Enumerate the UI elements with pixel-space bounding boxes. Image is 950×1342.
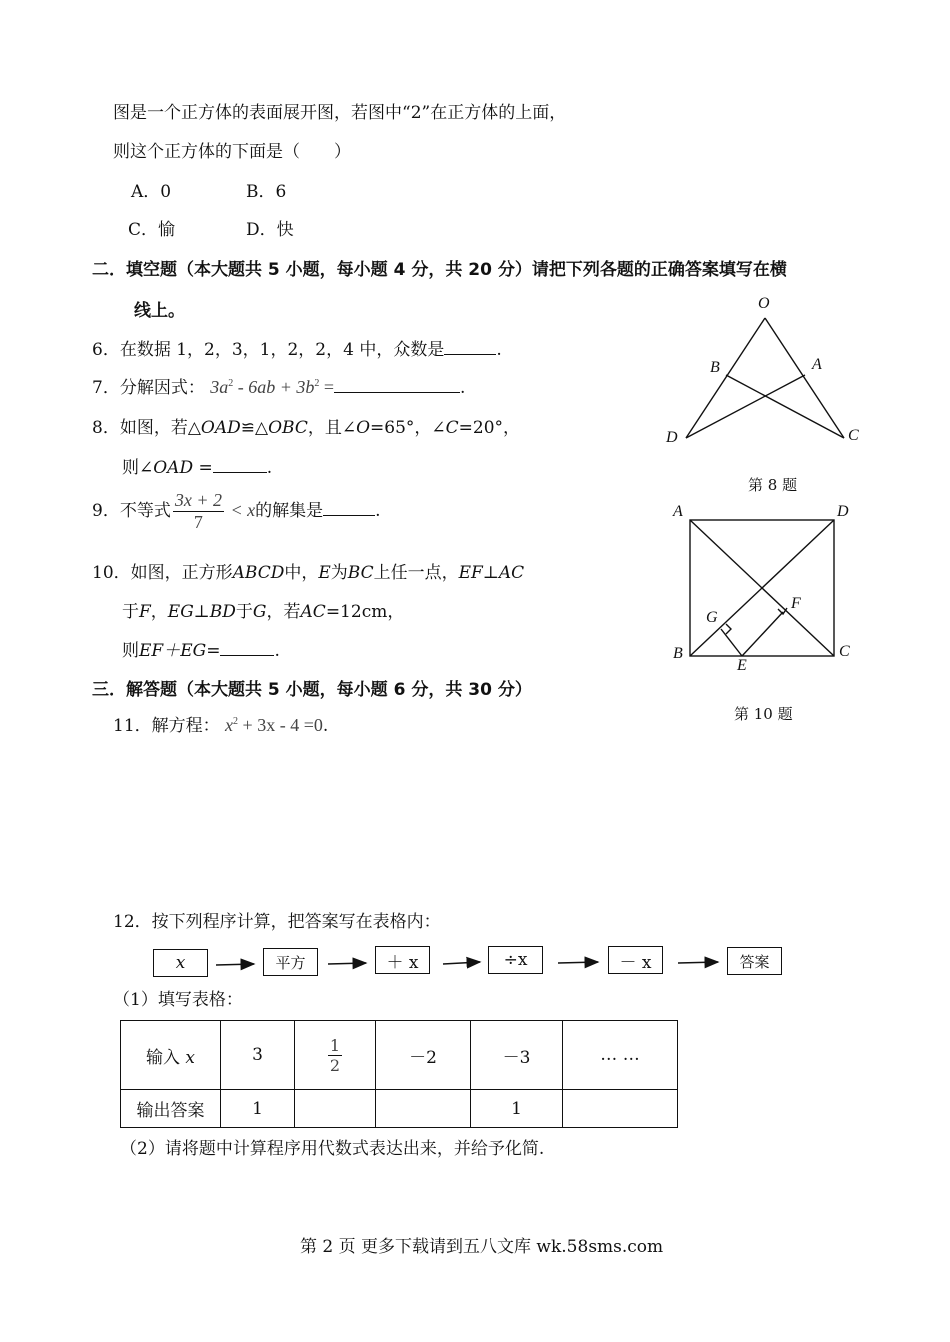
q12-part2: （2）请将题中计算程序用代数式表达出来，并给予化简. (120, 1139, 545, 1159)
table-cell: $\frac{1}{2}$ (295, 1021, 376, 1090)
question-8-line1: 8．如图，若△OAD≌△OBC，且∠O=65°，∠C=20°， (92, 418, 521, 438)
table-cell: 3 (221, 1021, 295, 1090)
answer-table (120, 1020, 678, 1128)
vertex-label: C (848, 427, 859, 444)
vertex-label: E (737, 657, 747, 674)
table-cell: －3 (471, 1021, 563, 1090)
q5-line1: 图是一个正方体的表面展开图，若图中“2”在正方体的上面， (113, 103, 567, 123)
figure-q8 (650, 288, 870, 458)
inequality-fraction: $\frac{3x + 2}{7}$ (174, 490, 222, 532)
arrow-icon (443, 962, 480, 964)
arrow-icon (678, 962, 718, 963)
table-row-label: 输入 x (121, 1021, 221, 1090)
question-10-line1: 10．如图，正方形ABCD中，E为BC上任一点，EF⊥AC (92, 563, 525, 583)
flow-box-divide-x: ÷x (488, 946, 543, 974)
question-10-line2: 于F，EG⊥BD于G，若AC=12cm， (122, 602, 405, 622)
vertex-label: B (673, 645, 683, 662)
vertex-label: A (812, 356, 822, 373)
question-7: 7．分解因式： $3a^2 - 6ab + 3b^2$ = . (92, 377, 466, 398)
question-11: 11．解方程： $x^2 + 3x - 4 =0$. (113, 715, 329, 736)
flow-box-subtract-x: － x (608, 946, 663, 974)
figure-q8-caption: 第 8 题 (748, 476, 798, 494)
flow-box-input: x (153, 949, 208, 977)
vertex-label: D (837, 503, 849, 520)
question-10-line3: 则EF＋EG= . (122, 641, 280, 661)
table-cell[interactable] (376, 1090, 471, 1128)
table-cell[interactable] (295, 1090, 376, 1128)
vertex-label: C (839, 643, 850, 660)
vertex-label: O (758, 295, 770, 312)
table-cell[interactable] (563, 1090, 678, 1128)
page-footer: 第 2 页 更多下载请到五八文库 wk.58sms.com (300, 1237, 664, 1257)
equation-expression: $x^2 + 3x - 4 =0$ (225, 715, 323, 735)
q12-part1: （1）填写表格： (113, 990, 243, 1010)
figure-q10-caption: 第 10 题 (734, 705, 793, 723)
vertex-label: A (673, 503, 683, 520)
vertex-label: G (706, 609, 718, 626)
figure-q10 (665, 498, 865, 678)
section2-title: 二．填空题（本大题共 5 小题，每小题 4 分，共 20 分）请把下列各题的正确答案填写在横 (92, 260, 787, 280)
question-6: 6．在数据 1，2，3，1，2，2，4 中，众数是 . (92, 340, 502, 360)
section3-title: 三．解答题（本大题共 5 小题，每小题 6 分，共 30 分） (92, 680, 532, 700)
vertex-label: D (666, 429, 678, 446)
question-9: 9．不等式 $\frac{3x + 2}{7}$ < x的解集是 . (92, 490, 381, 532)
arrow-icon (328, 963, 366, 964)
flow-box-answer: 答案 (727, 947, 782, 975)
arrow-icon (216, 964, 254, 965)
section2-title-cont: 线上。 (134, 301, 185, 321)
q5-option-b: B．6 (246, 182, 287, 202)
q5-option-a: A．0 (131, 182, 172, 202)
vertex-label: F (791, 595, 801, 612)
table-cell[interactable]: 1 (471, 1090, 563, 1128)
q5-line2: 则这个正方体的下面是（ ） (113, 142, 351, 162)
question-8-line2: 则∠OAD = . (122, 458, 273, 478)
arrow-icon (558, 962, 598, 963)
table-cell[interactable]: 1 (221, 1090, 295, 1128)
factor-expression: $3a^2 - 6ab + 3b^2$ = (210, 377, 335, 397)
table-cell: … … (563, 1021, 678, 1090)
vertex-label: B (710, 359, 720, 376)
flow-box-add-x: ＋ x (375, 946, 430, 974)
q5-option-c: C．愉 (128, 220, 176, 240)
table-row (121, 1021, 678, 1090)
question-12: 12．按下列程序计算，把答案写在表格内： (113, 912, 441, 932)
table-cell: －2 (376, 1021, 471, 1090)
flow-box-square: 平方 (263, 948, 318, 976)
q5-option-d: D．快 (246, 220, 294, 240)
table-row-label: 输出答案 (121, 1090, 221, 1128)
table-row (121, 1090, 678, 1128)
